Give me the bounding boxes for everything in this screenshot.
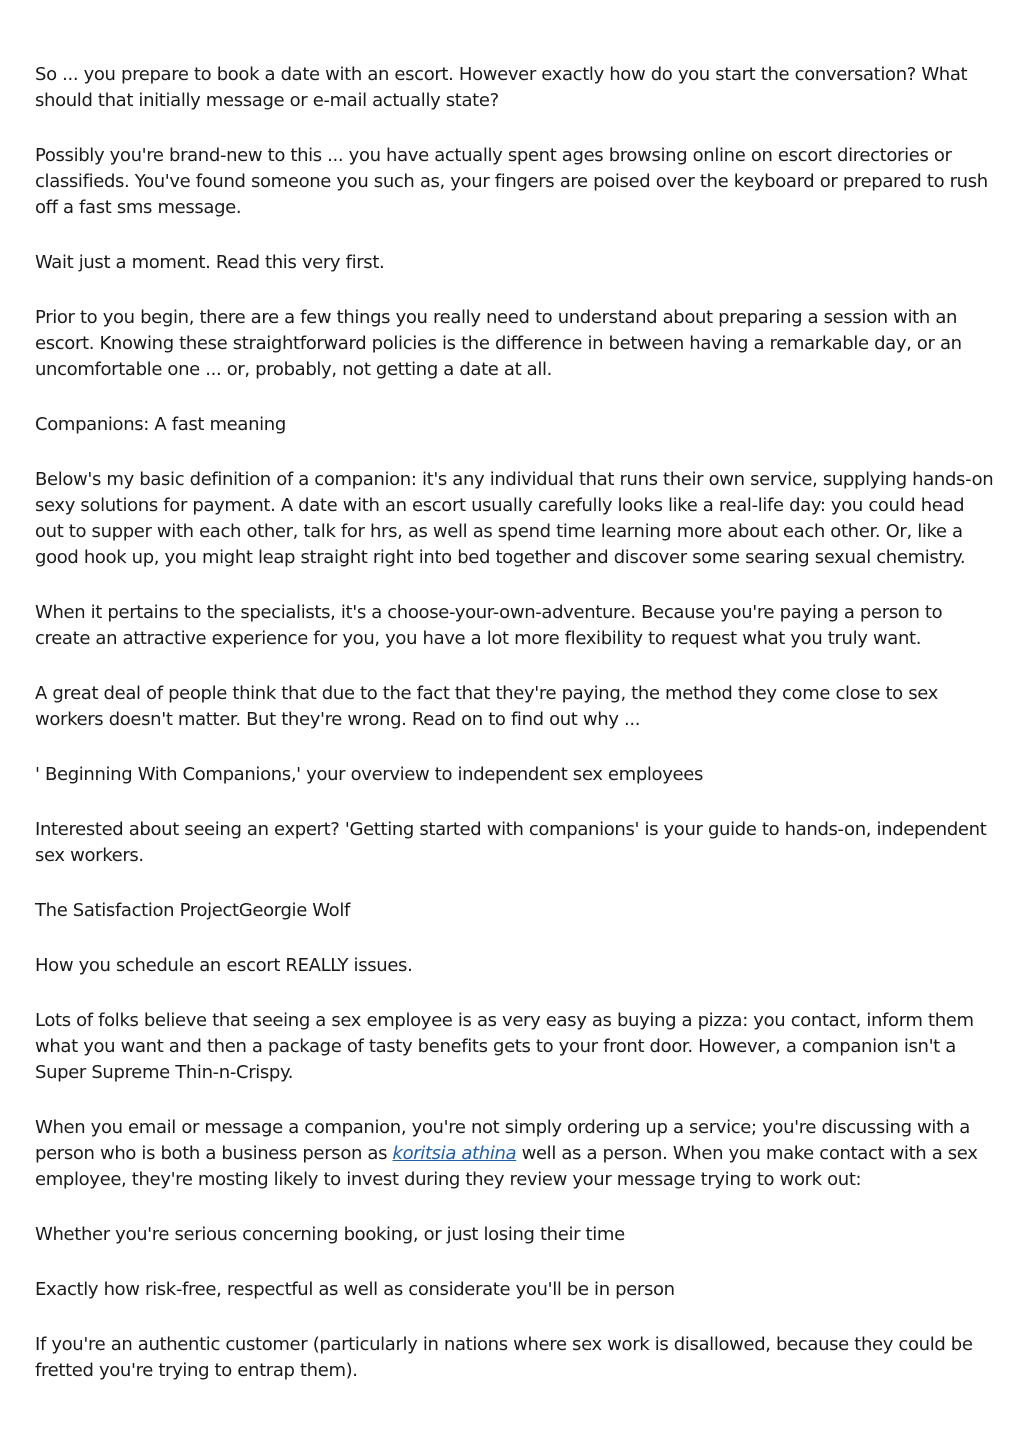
paragraph: ' Beginning With Companions,' your overview to independent sex employees xyxy=(35,764,703,785)
koritsia-athina-link[interactable]: koritsia athina xyxy=(392,1143,517,1164)
paragraph: Companions: A fast meaning xyxy=(35,414,286,435)
paragraph: If you're an authentic customer (particularly in nations where sex work is disallowed, because they could be fretted you're trying to entrap them). xyxy=(35,1334,973,1381)
paragraph: Below's my basic definition of a companion: it's any individual that runs their own service, supplying hands-on sexy solutions for payment. A date with an escort usually carefully looks like a real-life day: you could head out to supper with each other, talk for hrs, as well as spend time learning more about each other. Or, like a good hook up, you might leap straight right into bed together and discover some searing sexual chemistry. xyxy=(35,469,994,568)
link-paragraph-text-after: well as a person. When you make contact with a sex employee, they're mosting likely to invest during they review your message trying to work out: xyxy=(35,1143,978,1190)
paragraph: Prior to you begin, there are a few things you really need to understand about preparing a session with an escort. Knowing these straightforward policies is the difference in between having a remarkable day, or an uncomfortable one ... or, probably, not getting a date at all. xyxy=(35,307,962,380)
paragraph: Interested about seeing an expert? 'Getting started with companions' is your guide to hands-on, independent sex workers. xyxy=(35,819,987,866)
paragraph-with-link xyxy=(35,1115,995,1193)
document-body xyxy=(35,62,995,1413)
link-paragraph-text-before: When you email or message a companion, you're not simply ordering up a service; you're discussing with a person who is both a business person as xyxy=(35,1117,970,1164)
paragraph: How you schedule an escort REALLY issues. xyxy=(35,955,413,976)
paragraph: Whether you're serious concerning booking, or just losing their time xyxy=(35,1224,625,1245)
paragraph: A great deal of people think that due to the fact that they're paying, the method they come close to sex workers doesn't matter. But they're wrong. Read on to find out why ... xyxy=(35,683,938,730)
paragraph: Wait just a moment. Read this very first. xyxy=(35,252,385,273)
paragraph: Lots of folks believe that seeing a sex employee is as very easy as buying a pizza: you contact, inform them what you want and then a package of tasty benefits gets to your front door. However, a companion isn't a Super Supreme Thin-n-Crispy. xyxy=(35,1010,974,1083)
paragraph: Possibly you're brand-new to this ... you have actually spent ages browsing online on escort directories or classifieds. You've found someone you such as, your fingers are poised over the keyboard or prepared to rush off a fast sms message. xyxy=(35,145,988,218)
paragraph: When it pertains to the specialists, it's a choose-your-own-adventure. Because you're paying a person to create an attractive experience for you, you have a lot more flexibility to request what you truly want. xyxy=(35,602,943,649)
paragraph: Exactly how risk-free, respectful as well as considerate you'll be in person xyxy=(35,1279,675,1300)
paragraph: So ... you prepare to book a date with an escort. However exactly how do you start the conversation? What should that initially message or e-mail actually state? xyxy=(35,64,968,111)
paragraph: The Satisfaction ProjectGeorgie Wolf xyxy=(35,900,350,921)
